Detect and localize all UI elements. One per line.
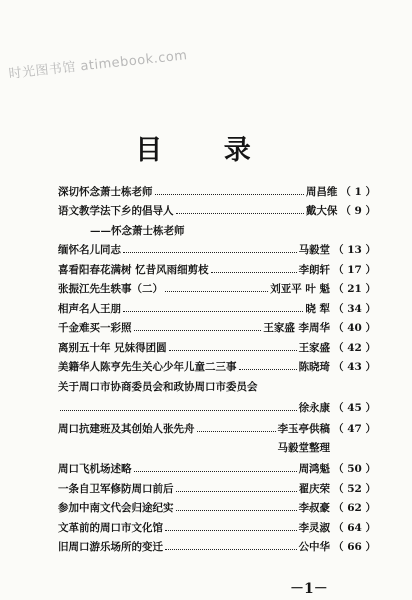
entry-title: 语文教学法下乡的倡导人 <box>58 205 174 217</box>
entry-title: 周口飞机场述略 <box>58 463 132 475</box>
entry-author: 周鸿魁 <box>298 463 331 475</box>
toc-entry[interactable] <box>58 276 376 296</box>
entry-page: （ 40 ） <box>333 322 376 334</box>
dot-leader <box>165 290 268 292</box>
dot-leader <box>176 212 304 214</box>
entry-title: 相声名人王朋 <box>58 302 121 315</box>
entry-page: （ 21 ） <box>333 283 376 295</box>
entry-page: （ 62 ） <box>333 502 376 514</box>
dot-leader <box>165 548 297 550</box>
entry-author: 王家盛 李周华 <box>263 322 331 334</box>
entry-page: （ 45 ） <box>333 401 376 414</box>
entry-page: （ 52 ） <box>333 482 376 495</box>
dot-leader <box>176 490 297 492</box>
toc-entry[interactable] <box>58 198 376 218</box>
dot-leader <box>197 430 276 432</box>
entry-page: （ 47 ） <box>333 422 376 435</box>
entry-author: 刘亚平 叶 魁 <box>270 283 331 295</box>
entry-author: 公中华 <box>298 541 331 553</box>
toc-entry[interactable] <box>58 475 376 495</box>
entry-title: 参加中南文代会归途纪实 <box>58 502 174 514</box>
entry-page: （ 42 ） <box>333 341 376 354</box>
dot-leader <box>169 349 297 351</box>
entry-title: 旧周口游乐场所的变迁 <box>58 541 163 553</box>
dot-leader <box>176 509 297 511</box>
entry-author: 陈晓琦 <box>298 361 331 373</box>
dot-leader <box>134 470 297 472</box>
entry-author: 翟庆荣 <box>298 482 331 495</box>
toc-entry-continuation <box>58 435 376 455</box>
entry-page: （ 13 ） <box>333 244 376 256</box>
entry-title: 离别五十年 兄妹得团圆 <box>58 341 167 354</box>
toc-entry[interactable] <box>58 495 376 515</box>
entry-title: 美籍华人陈亨先生关心少年儿童二三事 <box>58 361 237 373</box>
entry-title: 千金难买一彩照 <box>58 322 132 334</box>
watermark: 时光图书馆 atimebook.com <box>8 48 189 82</box>
entry-page: （ 43 ） <box>333 361 376 373</box>
page-title: 目 录 <box>135 135 277 166</box>
toc-entry[interactable] <box>58 354 376 374</box>
dot-leader <box>134 329 262 331</box>
entry-page: （ 9 ） <box>340 205 376 217</box>
toc-entry[interactable] <box>58 534 376 554</box>
toc-entry[interactable] <box>58 514 376 534</box>
entry-title: 深切怀念萧士栋老师 <box>58 185 153 198</box>
entry-title: 周口抗建班及其创始人张先舟 <box>58 422 195 435</box>
entry-author: 周昌维 <box>305 185 338 198</box>
entry-title: 文革前的周口市文化馆 <box>58 521 163 534</box>
toc-entry[interactable] <box>58 373 376 393</box>
toc-entry[interactable] <box>58 295 376 315</box>
entry-title: 缅怀名儿同志 <box>58 244 121 256</box>
entry-title: 一条自卫军修防周口前后 <box>58 482 174 495</box>
dot-leader <box>155 193 304 195</box>
toc-entry-continuation[interactable] <box>58 393 376 414</box>
toc-entry[interactable] <box>58 334 376 354</box>
entry-page: （ 64 ） <box>333 521 376 534</box>
entry-title: 关于周口市协商委员会和政协周口市委员会 <box>58 380 258 393</box>
entry-title: 张振江先生轶事（二） <box>58 283 163 295</box>
entry-page: （ 50 ） <box>333 463 376 475</box>
entry-author: 李灵淑 <box>298 521 331 534</box>
page-number: －1－ <box>290 581 328 597</box>
entry-author: 徐永康 <box>298 401 331 414</box>
toc-entry[interactable] <box>58 237 376 257</box>
entry-page: （ 1 ） <box>340 185 376 198</box>
toc-entry[interactable] <box>58 315 376 335</box>
dot-leader <box>123 251 297 253</box>
entry-subtitle: ——怀念萧士栋老师 <box>90 224 185 237</box>
entry-author: 李叔豪 <box>298 502 331 514</box>
entry-author: 李朗轩 <box>298 263 331 276</box>
entry-page: （ 17 ） <box>333 263 376 276</box>
dot-leader <box>60 409 297 411</box>
table-of-contents <box>58 178 376 553</box>
toc-entry[interactable] <box>58 178 376 198</box>
entry-page: （ 66 ） <box>333 541 376 553</box>
toc-entry[interactable] <box>58 414 376 435</box>
dot-leader <box>239 368 297 370</box>
entry-author: 王家盛 <box>298 341 331 354</box>
dot-leader <box>165 529 297 531</box>
entry-author: 马毅堂整理 <box>277 442 330 454</box>
entry-author: 戴大保 <box>305 205 338 217</box>
toc-entry[interactable] <box>58 454 376 475</box>
toc-subtitle <box>58 217 376 237</box>
dot-leader <box>211 271 297 273</box>
toc-entry[interactable] <box>58 256 376 276</box>
entry-author: 晓 犁 <box>305 302 331 315</box>
entry-author: 马毅堂 <box>298 244 331 256</box>
dot-leader <box>123 310 303 312</box>
entry-title: 喜看阳春花满树 忆昔风雨细剪枝 <box>58 263 209 276</box>
entry-page: （ 34 ） <box>333 302 376 315</box>
entry-author: 李玉亭供稿 <box>277 422 331 435</box>
